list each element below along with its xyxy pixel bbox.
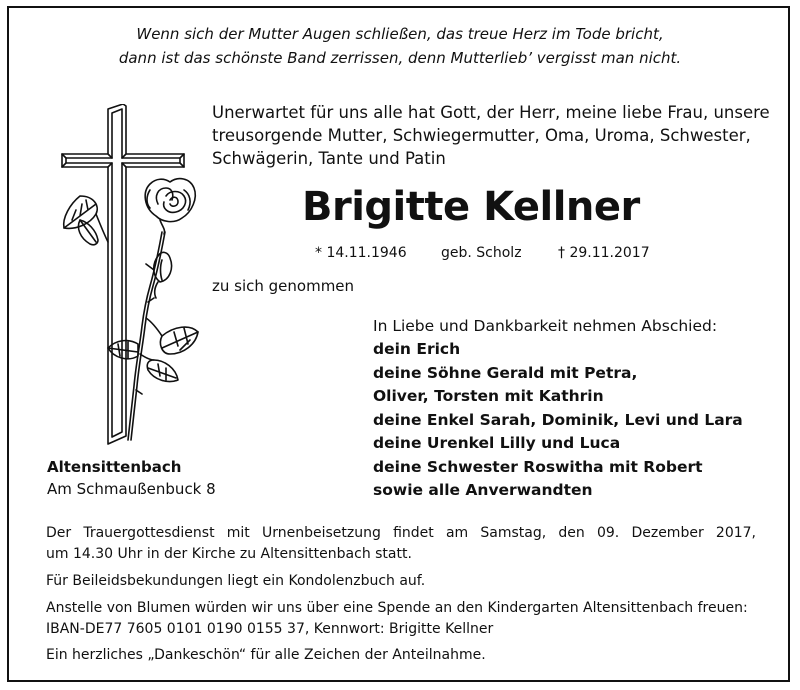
deceased-name: Brigitte Kellner [302,184,640,230]
mourners-list [373,338,743,503]
motto-line-2: dann ist das schönste Band zerrissen, denn Mutterlieb’ vergisst man nicht. [118,49,682,67]
mourner-line: deine Schwester Roswitha mit Robert [373,457,703,476]
intro-line-2: treusorgende Mutter, Schwiegermutter, Oma, Uroma, Schwester, [212,126,751,145]
mourner-line: sowie alle Anverwandten [373,481,593,499]
donation-line-2: IBAN-DE77 7605 0101 0190 0155 37, Kennwort: Brigitte Kellner [46,621,494,637]
address-town: Altensittenbach [47,458,182,476]
death-date: † 29.11.2017 [558,245,650,261]
cross-with-rose-icon [50,104,200,452]
donation-info [46,598,756,640]
service-line-2: um 14.30 Uhr in der Kirche zu Altensittenbach statt. [46,546,412,562]
maiden-name: geb. Scholz [441,245,522,261]
mourner-line: Oliver, Torsten mit Kathrin [373,387,604,405]
mourner-line: dein Erich [373,340,461,358]
donation-line-1: Anstelle von Blumen würden wir uns über eine Spende an den Kindergarten Altensittenbach freuen: [46,600,748,616]
birth-date: * 14.11.1946 [315,245,407,261]
mourner-line: deine Söhne Gerald mit Petra, [373,363,638,382]
motto-line-1: Wenn sich der Mutter Augen schließen, das treue Herz im Tode bricht, [136,25,664,43]
condolence-info: Für Beileidsbekundungen liegt ein Kondolenzbuch auf. [46,573,426,589]
thanks-line: Ein herzliches „Dankeschön“ für alle Zeichen der Anteilnahme. [46,647,486,663]
intro-line-1: Unerwartet für uns alle hat Gott, der Herr, meine liebe Frau, unsere [212,103,770,122]
taken-line: zu sich genommen [212,277,355,295]
mourner-line: deine Urenkel Lilly und Luca [373,434,621,452]
service-line-1: Der Trauergottesdienst mit Urnenbeisetzung findet am Samstag, den 09. Dezember 2017, [46,525,756,541]
address-street: Am Schmaußenbuck 8 [47,480,216,498]
farewell-intro: In Liebe und Dankbarkeit nehmen Abschied: [373,317,718,335]
service-info [46,523,756,565]
mourner-line: deine Enkel Sarah, Dominik, Levi und Lara [373,410,743,429]
intro-line-3: Schwägerin, Tante und Patin [212,149,446,168]
